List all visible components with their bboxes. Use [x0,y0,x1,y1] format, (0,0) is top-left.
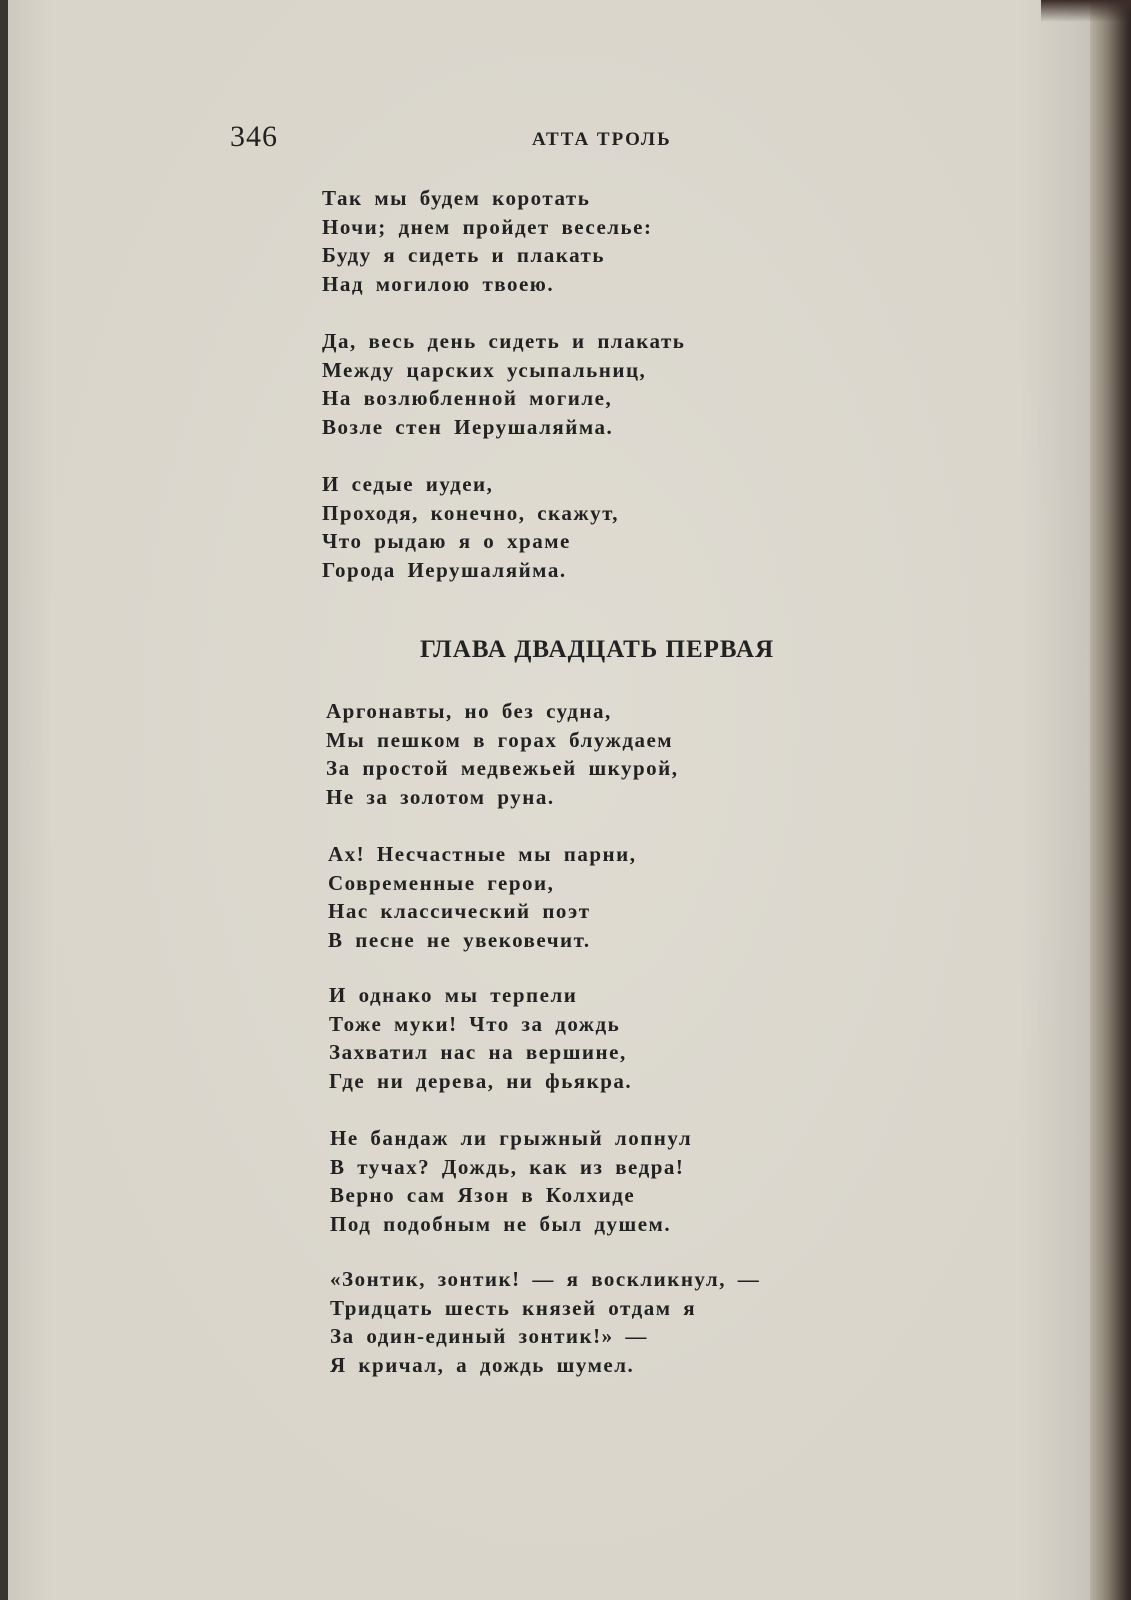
verse-line: Так мы будем коротать [322,186,591,210]
verse-line: И однако мы терпели [329,983,578,1007]
stanza [329,981,632,1095]
verse-line: Между царских усыпальниц, [322,357,647,382]
verse-line: Под подобным не был душем. [330,1211,672,1236]
verse-line: «Зонтик, зонтик! — я воскликнул, — [330,1267,761,1291]
verse-line: В песне не увековечит. [328,927,591,952]
stanza [330,1124,692,1238]
verse-line: Над могилою твоею. [322,271,555,296]
book-spine-edge [1090,0,1131,1600]
verse-line: Не бандаж ли грыжный лопнул [330,1126,693,1150]
verse-line: Ах! Несчастные мы парни, [328,842,637,866]
verse-line: Верно сам Язон в Колхиде [330,1183,636,1207]
verse-line: Да, весь день сидеть и плакать [322,329,686,353]
verse-line: Современные герои, [328,870,555,895]
stanza [330,1265,760,1379]
verse-line: Я кричал, а дождь шумел. [330,1352,635,1377]
verse-line: И седые иудеи, [322,472,494,496]
verse-line: Что рыдаю я о храме [322,529,571,553]
stanza [322,184,652,298]
stanza [322,470,619,584]
verse-line: Тридцать шесть князей отдам я [330,1295,697,1320]
running-head [8,120,1108,160]
verse-line: За простой медвежьей шкурой, [326,756,679,780]
verse-line: Не за золотом руна. [326,784,555,809]
verse-line: Города Иерушаляйма. [322,557,567,582]
stanza [326,697,679,811]
verse-line: Где ни дерева, ни фьякра. [329,1068,633,1093]
chapter-heading: ГЛАВА ДВАДЦАТЬ ПЕРВАЯ [420,636,775,663]
stanza [322,327,685,441]
running-title: АТТА ТРОЛЬ [532,129,672,150]
verse-line: Захватил нас на вершине, [329,1040,627,1064]
stanza [328,840,636,954]
verse-line: Аргонавты, но без судна, [326,699,612,723]
verse-line: За один-единый зонтик!» — [330,1324,648,1348]
verse-line: Нас классический поэт [328,899,591,923]
verse-line: На возлюбленной могиле, [322,386,613,410]
verse-line: Тоже муки! Что за дождь [329,1011,621,1036]
verse-line: Ночи; днем пройдет веселье: [322,214,653,239]
cover-corner [1041,0,1131,22]
verse-line: Мы пешком в горах блуждаем [326,727,674,752]
verse-line: В тучах? Дождь, как из ведра! [330,1154,685,1179]
verse-line: Возле стен Иерушаляйма. [322,414,614,439]
verse-line: Буду я сидеть и плакать [322,243,605,267]
page-number: 346 [230,120,278,153]
verse-line: Проходя, конечно, скажут, [322,500,620,525]
book-page [8,0,1108,1600]
